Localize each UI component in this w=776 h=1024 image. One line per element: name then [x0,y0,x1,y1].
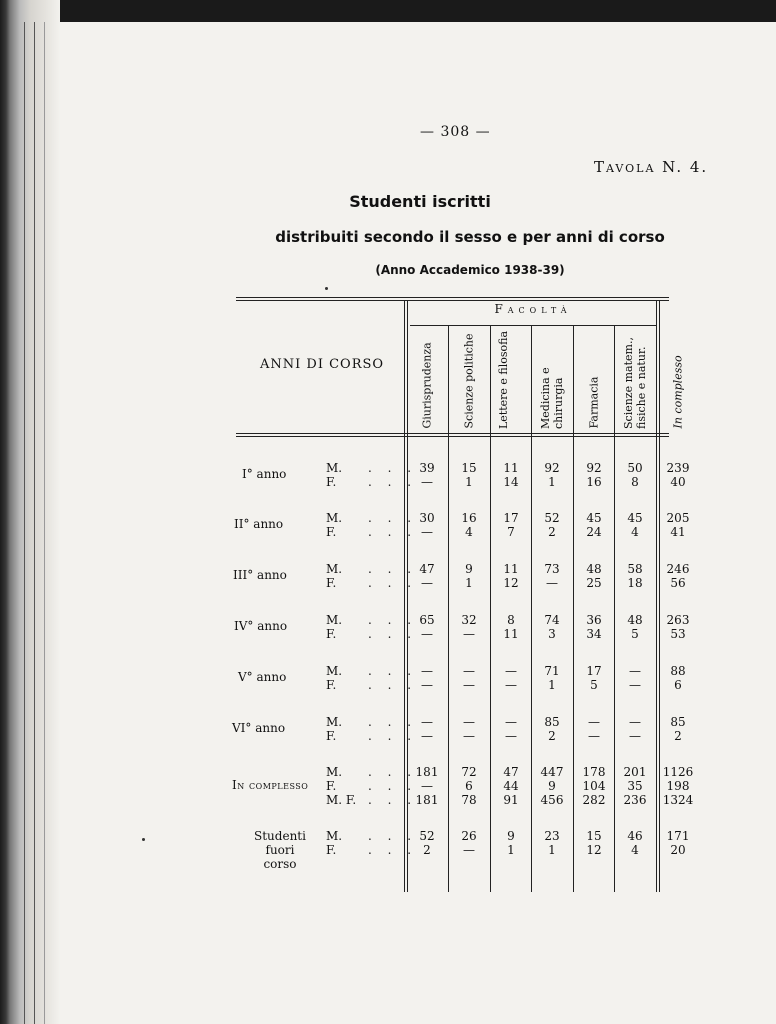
table-cell: 45 [627,511,643,525]
page-title: Studenti iscritti [349,192,491,211]
table-cell: 9 [507,829,515,843]
table-cell: 26 [461,829,477,843]
table-cell: 4 [631,843,639,857]
table-cell: 17 [586,664,602,678]
table-cell: 71 [544,664,560,678]
table-cell: 1 [507,843,515,857]
column-rule [573,326,574,892]
table-cell: 15 [586,829,602,843]
table-cell: 1 [465,576,473,590]
scan-top-edge [0,0,776,22]
spine-line [34,22,35,1024]
anni-di-corso-header: ANNI DI CORSO [260,357,385,372]
leader-dots: . . . [368,613,418,627]
leader-dots: . . . [368,562,418,576]
sex-label: F. [326,678,337,692]
table-cell: 16 [586,475,602,489]
leader-dots: . . . [368,511,418,525]
table-cell: — [505,715,517,729]
table-cell: 7 [507,525,515,539]
table-cell: 52 [544,511,560,525]
leader-dots: . . . [368,576,418,590]
table-cell: 25 [586,576,602,590]
table-cell: — [421,576,433,590]
table-cell: 5 [631,627,639,641]
table-cell: 236 [623,793,647,807]
table-cell: — [629,729,641,743]
table-cell: 181 [415,793,439,807]
row-label: Studenti fuori corso [254,829,306,871]
table-cell: 24 [586,525,602,539]
table-number: Tavola N. 4. [594,158,709,176]
table-cell: 56 [670,576,686,590]
table-cell: 8 [631,475,639,489]
table-cell: 72 [461,765,477,779]
table-cell: 4 [465,525,473,539]
table-cell: 11 [503,627,519,641]
facolta-underline [410,325,656,326]
print-speck [142,838,145,841]
book-spine-edge [0,0,60,1024]
table-cell: 48 [627,613,643,627]
header-bottom-rule [236,433,669,434]
column-rule [531,326,532,892]
table-cell: — [463,843,475,857]
row-label: V° anno [238,670,287,684]
column-header-medicina: Medicina e chirurgia [539,367,565,429]
facolta-header: Facoltà [494,302,572,316]
table-cell: — [421,475,433,489]
leader-dots: . . . [368,765,418,779]
table-cell: 30 [419,511,435,525]
table-cell: — [463,715,475,729]
academic-year: (Anno Accademico 1938-39) [375,263,565,277]
table-cell: 1 [548,475,556,489]
page-number: — 308 — [420,124,491,140]
table-cell: 36 [586,613,602,627]
table-cell: — [463,627,475,641]
header-bottom-rule [236,436,669,437]
table-cell: 12 [586,843,602,857]
leader-dots: . . . [368,475,418,489]
table-cell: 198 [666,779,690,793]
table-cell: 282 [582,793,606,807]
column-header-lettere: Lettere e filosofia [497,330,510,429]
table-cell: 74 [544,613,560,627]
leader-dots: . . . [368,525,418,539]
sex-label: M. [326,461,343,475]
spine-line [44,22,45,1024]
table-cell: 23 [544,829,560,843]
sex-label: F. [326,475,337,489]
table-cell: — [505,678,517,692]
table-top-rule [236,297,669,298]
column-rule [490,326,491,892]
table-cell: — [421,664,433,678]
table-cell: 39 [419,461,435,475]
table-cell: — [421,678,433,692]
leader-dots: . . . [368,678,418,692]
table-cell: 15 [461,461,477,475]
column-rule [656,300,657,892]
table-cell: 91 [503,793,519,807]
table-cell: 34 [586,627,602,641]
table-cell: 85 [670,715,686,729]
table-cell: — [505,729,517,743]
table-cell: 32 [461,613,477,627]
column-header-in-complesso: In complesso [671,355,685,429]
table-cell: 1126 [662,765,694,779]
table-cell: 85 [544,715,560,729]
row-label: I° anno [242,467,287,481]
table-cell: 47 [503,765,519,779]
table-cell: 5 [590,678,598,692]
table-cell: — [629,678,641,692]
table-cell: 2 [423,843,431,857]
table-cell: 18 [627,576,643,590]
table-cell: 2 [548,729,556,743]
table-cell: 47 [419,562,435,576]
table-cell: 11 [503,461,519,475]
table-cell: 447 [540,765,564,779]
sex-label: F. [326,576,337,590]
table-cell: 41 [670,525,686,539]
column-rule [614,326,615,892]
sex-label: M. [326,829,343,843]
sex-label: F. [326,627,337,641]
table-cell: — [588,715,600,729]
table-cell: 58 [627,562,643,576]
table-cell: 46 [627,829,643,843]
leader-dots: . . . [368,779,418,793]
leader-dots: . . . [368,829,418,843]
table-cell: 78 [461,793,477,807]
table-cell: 104 [582,779,606,793]
table-cell: 181 [415,765,439,779]
page-subtitle: distribuiti secondo il sesso e per anni di corso [275,228,665,246]
table-cell: 3 [548,627,556,641]
table-cell: 16 [461,511,477,525]
table-cell: 35 [627,779,643,793]
sex-label: M. [326,562,343,576]
row-label: In complesso [232,778,309,792]
table-cell: 48 [586,562,602,576]
sex-label: F. [326,779,337,793]
table-cell: — [421,729,433,743]
table-cell: 92 [586,461,602,475]
column-header-farmacia: Farmacia [587,376,601,429]
table-cell: 40 [670,475,686,489]
sex-label: F. [326,729,337,743]
table-cell: 17 [503,511,519,525]
table-cell: 8 [507,613,515,627]
table-cell: 53 [670,627,686,641]
table-cell: 88 [670,664,686,678]
table-cell: 50 [627,461,643,475]
table-top-rule [236,300,669,301]
leader-dots: . . . [368,729,418,743]
table-cell: — [629,715,641,729]
sex-label: M. F. [326,793,357,807]
table-cell: 11 [503,562,519,576]
table-cell: 456 [540,793,564,807]
table-cell: 239 [666,461,690,475]
table-cell: 2 [548,525,556,539]
sex-label: F. [326,525,337,539]
table-cell: 65 [419,613,435,627]
table-cell: 1324 [662,793,694,807]
table-cell: 44 [503,779,519,793]
table-cell: — [588,729,600,743]
table-cell: 52 [419,829,435,843]
sex-label: M. [326,613,343,627]
table-cell: 263 [666,613,690,627]
table-cell: — [546,576,558,590]
table-cell: 201 [623,765,647,779]
sex-label: F. [326,843,337,857]
table-cell: 6 [674,678,682,692]
table-cell: 92 [544,461,560,475]
leader-dots: . . . [368,793,418,807]
table-cell: 73 [544,562,560,576]
row-label: II° anno [234,517,284,531]
table-cell: 2 [674,729,682,743]
table-cell: 1 [548,843,556,857]
table-cell: — [421,715,433,729]
table-cell: — [421,627,433,641]
column-header-scienze-matem: Scienze matem., fisiche e natur. [622,337,648,429]
sex-label: M. [326,664,343,678]
table-cell: — [463,664,475,678]
column-header-scienze-politiche: Scienze politiche [462,333,476,429]
table-cell: 178 [582,765,606,779]
table-cell: 6 [465,779,473,793]
spine-line [24,22,25,1024]
table-cell: 14 [503,475,519,489]
table-cell: 9 [465,562,473,576]
leader-dots: . . . [368,627,418,641]
table-cell: — [463,729,475,743]
table-cell: — [421,525,433,539]
table-cell: — [421,779,433,793]
column-header-giurisprudenza: Giurisprudenza [420,342,434,429]
table-cell: 20 [670,843,686,857]
table-cell: 12 [503,576,519,590]
sex-label: M. [326,715,343,729]
leader-dots: . . . [368,843,418,857]
row-label: IV° anno [234,619,288,633]
table-cell: — [463,678,475,692]
sex-label: M. [326,511,343,525]
row-label: VI° anno [232,721,286,735]
leader-dots: . . . [368,664,418,678]
table-cell: 205 [666,511,690,525]
table-cell: 171 [666,829,690,843]
leader-dots: . . . [368,715,418,729]
column-rule [448,326,449,892]
table-cell: 1 [465,475,473,489]
sex-label: M. [326,765,343,779]
print-speck [325,287,328,290]
row-label: III° anno [233,568,287,582]
table-cell: 9 [548,779,556,793]
leader-dots: . . . [368,461,418,475]
table-cell: — [505,664,517,678]
table-cell: 1 [548,678,556,692]
table-cell: 4 [631,525,639,539]
table-cell: 45 [586,511,602,525]
table-cell: — [629,664,641,678]
table-cell: 246 [666,562,690,576]
